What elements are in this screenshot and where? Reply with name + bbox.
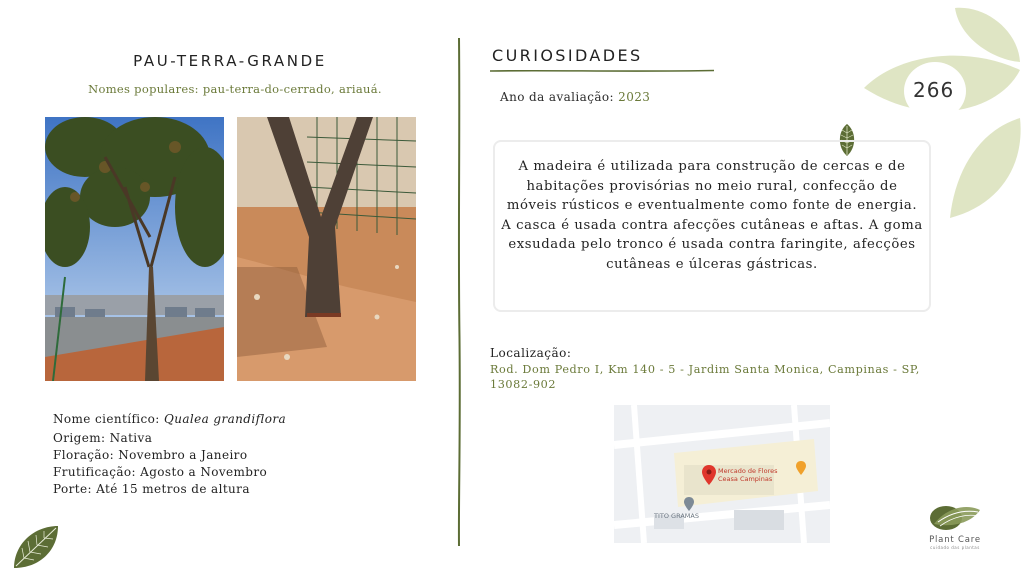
curiosities-text: A madeira é utilizada para construção de cercas e de habitações provisórias no meio rural, confecção de móveis rústicos e eventualmente como fonte de energia. A casca é usada contra afecções cutâneas e aftas. A goma exsudada pelo tronco é usada contra faringite, afecções cutâneas e úlceras gástricas. bbox=[501, 159, 923, 272]
trunk-photo bbox=[237, 117, 416, 381]
orange-pin-icon bbox=[796, 461, 806, 475]
location-label: Localização: bbox=[490, 346, 572, 360]
location-map[interactable] bbox=[614, 405, 830, 543]
popular-names bbox=[0, 82, 470, 96]
title-underline bbox=[490, 69, 714, 73]
scientific-name-label: Nome científico: bbox=[53, 412, 160, 426]
brand-tagline: cuidado das plantas bbox=[930, 545, 980, 550]
size: Porte: Até 15 metros de altura bbox=[53, 482, 250, 496]
gray-pin-icon bbox=[684, 497, 694, 511]
column-divider bbox=[456, 38, 462, 546]
evaluation-year-value: 2023 bbox=[618, 90, 651, 104]
location-address: Rod. Dom Pedro I, Km 140 - 5 - Jardim Santa Monica, Campinas - SP, 13082-902 bbox=[490, 363, 920, 391]
popular-names-label: Nomes populares: bbox=[88, 82, 199, 96]
evaluation-year-label: Ano da avaliação: bbox=[500, 90, 614, 104]
map-place-label bbox=[718, 467, 778, 483]
scientific-name-row bbox=[53, 411, 286, 428]
flowering: Floração: Novembro a Janeiro bbox=[53, 448, 248, 462]
map-secondary-label: TITO GRAMAS bbox=[654, 512, 699, 520]
curiosities-title: CURIOSIDADES bbox=[492, 46, 643, 65]
scientific-name: Qualea grandiflora bbox=[163, 412, 287, 426]
corner-leaf-icon bbox=[10, 522, 62, 570]
plant-care-logo-icon bbox=[928, 502, 982, 534]
popular-names-value: pau-terra-do-cerrado, ariauá. bbox=[202, 82, 382, 96]
origin: Origem: Nativa bbox=[53, 431, 153, 445]
map-pin-icon bbox=[702, 465, 716, 485]
page-number: 266 bbox=[913, 78, 955, 102]
brand-name: Plant Care bbox=[929, 535, 981, 545]
tree-photo bbox=[45, 117, 224, 381]
map-place-line2: Ceasa Campinas bbox=[718, 475, 773, 483]
plant-facts bbox=[53, 411, 286, 498]
map-place-line1: Mercado de Flores bbox=[718, 467, 778, 475]
plant-name: PAU-TERRA-GRANDE bbox=[133, 52, 327, 70]
evaluation-year bbox=[500, 90, 650, 104]
fruiting: Frutificação: Agosto a Novembro bbox=[53, 465, 268, 479]
